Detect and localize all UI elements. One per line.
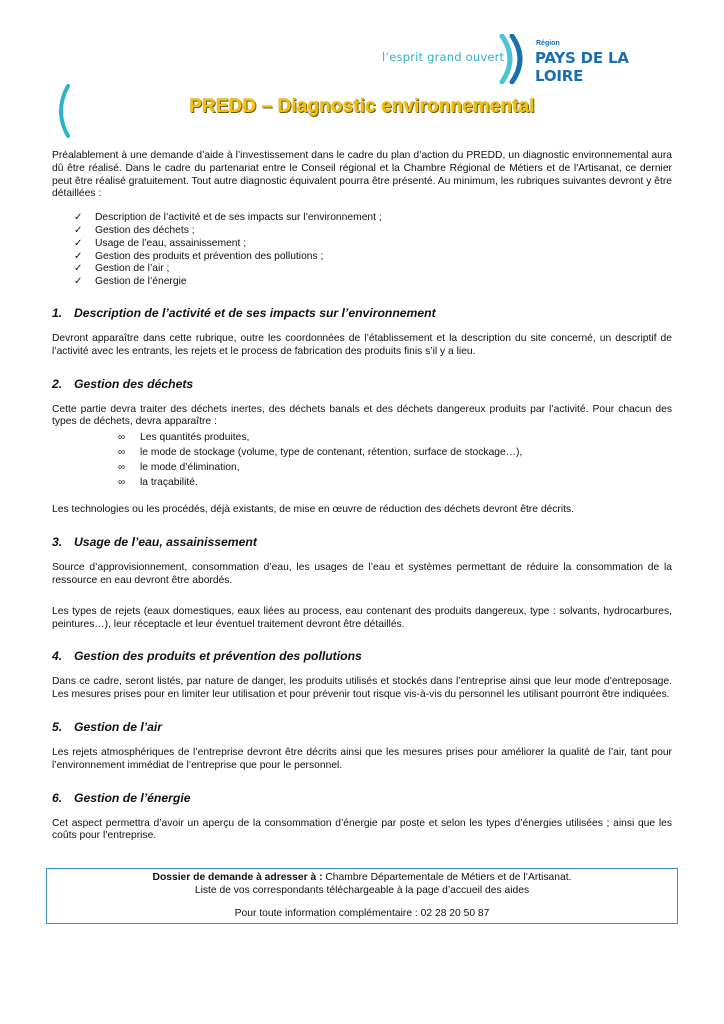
contact-box	[46, 868, 678, 924]
section-title: Gestion des produits et prévention des pollutions	[74, 649, 362, 664]
section-number: 6.	[52, 790, 63, 805]
list-item	[118, 461, 672, 476]
rubrique-label: Gestion des déchets ;	[95, 224, 195, 236]
dechets-list	[118, 431, 672, 490]
logo-region-name: PAYS DE LA LOIRE	[535, 49, 629, 85]
page-title: PREDD – Diagnostic environnemental	[189, 96, 535, 117]
rubrique-label: Usage de l’eau, assainissement ;	[95, 237, 247, 249]
contact-line: Liste de vos correspondants téléchargeable à la page d’accueil des aides	[194, 885, 530, 896]
section-paragraph: Les rejets atmosphériques de l’entreprise devront être décrits ainsi que les mesures prises pour améliorer la qualité de l’air, tant pour l’environnement immédiat de l’entreprise que pour le personnel.	[52, 746, 672, 771]
list-item-label: la traçabilité.	[140, 476, 198, 488]
checkmark-icon: ✓	[74, 250, 83, 262]
rubriques-list	[74, 212, 672, 289]
section-number: 5.	[52, 719, 63, 734]
contact-line	[47, 871, 677, 884]
section-heading	[52, 377, 672, 392]
section-number: 3.	[52, 535, 63, 550]
list-item	[74, 263, 672, 276]
section-title: Usage de l’eau, assainissement	[74, 535, 257, 550]
list-item-label: le mode d’élimination,	[140, 461, 240, 473]
infinity-bullet-icon: ∞	[118, 446, 126, 458]
list-item	[118, 431, 672, 446]
section-title: Description de l’activité et de ses impacts sur l’environnement	[74, 305, 436, 320]
rubrique-label: Gestion de l’air ;	[95, 263, 170, 275]
list-item-label: Les quantités produites,	[140, 432, 250, 444]
section-paragraph: Cet aspect permettra d’avoir un aperçu de la consommation d’énergie par poste et selon les types d’énergies utilisées ; ainsi que les coûts pour l’entreprise.	[52, 817, 672, 842]
checkmark-icon: ✓	[74, 237, 83, 249]
checkmark-icon: ✓	[74, 212, 83, 224]
section-number: 1.	[52, 305, 63, 320]
section-paragraph: Cette partie devra traiter des déchets inertes, des déchets banals et des déchets dangereux produits par l’activité. Pour chacun des types de déchets, devra apparaître :	[52, 403, 672, 428]
section-heading	[52, 791, 672, 806]
document-body	[52, 150, 672, 861]
region-logo	[380, 34, 680, 84]
checkmark-icon: ✓	[74, 224, 83, 236]
infinity-bullet-icon: ∞	[118, 432, 126, 444]
section-heading	[52, 649, 672, 664]
rubrique-label: Gestion des produits et prévention des pollutions ;	[95, 250, 324, 262]
contact-label: Dossier de demande à adresser à :	[152, 872, 323, 883]
logo-tagline: l’esprit grand ouvert	[382, 50, 505, 64]
region-chevron-icon	[498, 34, 534, 84]
rubrique-label: Description de l’activité et de ses impacts sur l’environnement ;	[95, 212, 382, 224]
section-paragraph: Dans ce cadre, seront listés, par nature de danger, les produits utilisés et stockés dans l’entreprise ainsi que leur mode d’entreposage. Les mesures prises pour en limiter leur utilisation et pour prévenir tout risque vis-à-vis du personnel les utilisant pourront être indiquées.	[52, 676, 672, 701]
section-heading	[52, 720, 672, 735]
section-heading	[52, 535, 672, 550]
section-paragraph: Les technologies ou les procédés, déjà existants, de mise en œuvre de réduction des déchets devront être décrits.	[52, 504, 575, 516]
infinity-bullet-icon: ∞	[118, 476, 126, 488]
list-item	[74, 238, 672, 251]
section-paragraph: Source d’approvisionnement, consommation d’eau, les usages de l’eau et systèmes permettant de réduire la consommation de la ressource en eau devront être abordés.	[52, 562, 672, 586]
list-item	[118, 476, 672, 491]
infinity-bullet-icon: ∞	[118, 461, 126, 473]
checkmark-icon: ✓	[74, 276, 83, 288]
list-item	[74, 212, 672, 225]
section-paragraph: Devront apparaître dans cette rubrique, outre les coordonnées de l’établissement et la description du site concerné, un descriptif de l’activité avec les entrants, les rejets et le process de fabrication des produits finis s’il y a lieu.	[52, 332, 672, 357]
section-title: Gestion des déchets	[74, 376, 194, 391]
section-title: Gestion de l’air	[74, 719, 163, 734]
contact-phone: Pour toute information complémentaire : 02 28 20 50 87	[234, 908, 490, 919]
rubrique-label: Gestion de l’énergie	[95, 276, 187, 288]
list-item-label: le mode de stockage (volume, type de contenant, rétention, surface de stockage…),	[140, 446, 523, 458]
spacer	[47, 897, 677, 907]
list-item	[74, 251, 672, 264]
list-item	[74, 276, 672, 289]
checkmark-icon: ✓	[74, 263, 83, 275]
contact-address: Chambre Départementale de Métiers et de l’Artisanat.	[322, 872, 572, 883]
list-item	[74, 225, 672, 238]
section-paragraph: Les types de rejets (eaux domestiques, eaux liées au process, eau contenant des produits dangereux, type : solvants, hydrocarbures, peintures…), leur réceptacle et leur éventuel traitement devront être détaillés.	[52, 605, 672, 630]
section-number: 2.	[52, 376, 63, 391]
logo-region-label: Région	[536, 40, 560, 47]
section-title: Gestion de l’énergie	[74, 790, 191, 805]
section-heading	[52, 306, 672, 321]
list-item	[118, 446, 672, 461]
section-number: 4.	[52, 649, 63, 664]
intro-paragraph: Préalablement à une demande d’aide à l’investissement dans le cadre du plan d’action du PREDD, un diagnostic environnemental aura dû être réalisé. Dans le cadre du partenariat entre le Conseil régional et la Chambre Régional de Métiers et de l'Artisanat, ce dernier peut être réalisé gratuitement. Tout autre diagnostic équivalent pourra être présenté. Au minimum, les rubriques suivantes devront y être détaillées :	[52, 150, 672, 200]
